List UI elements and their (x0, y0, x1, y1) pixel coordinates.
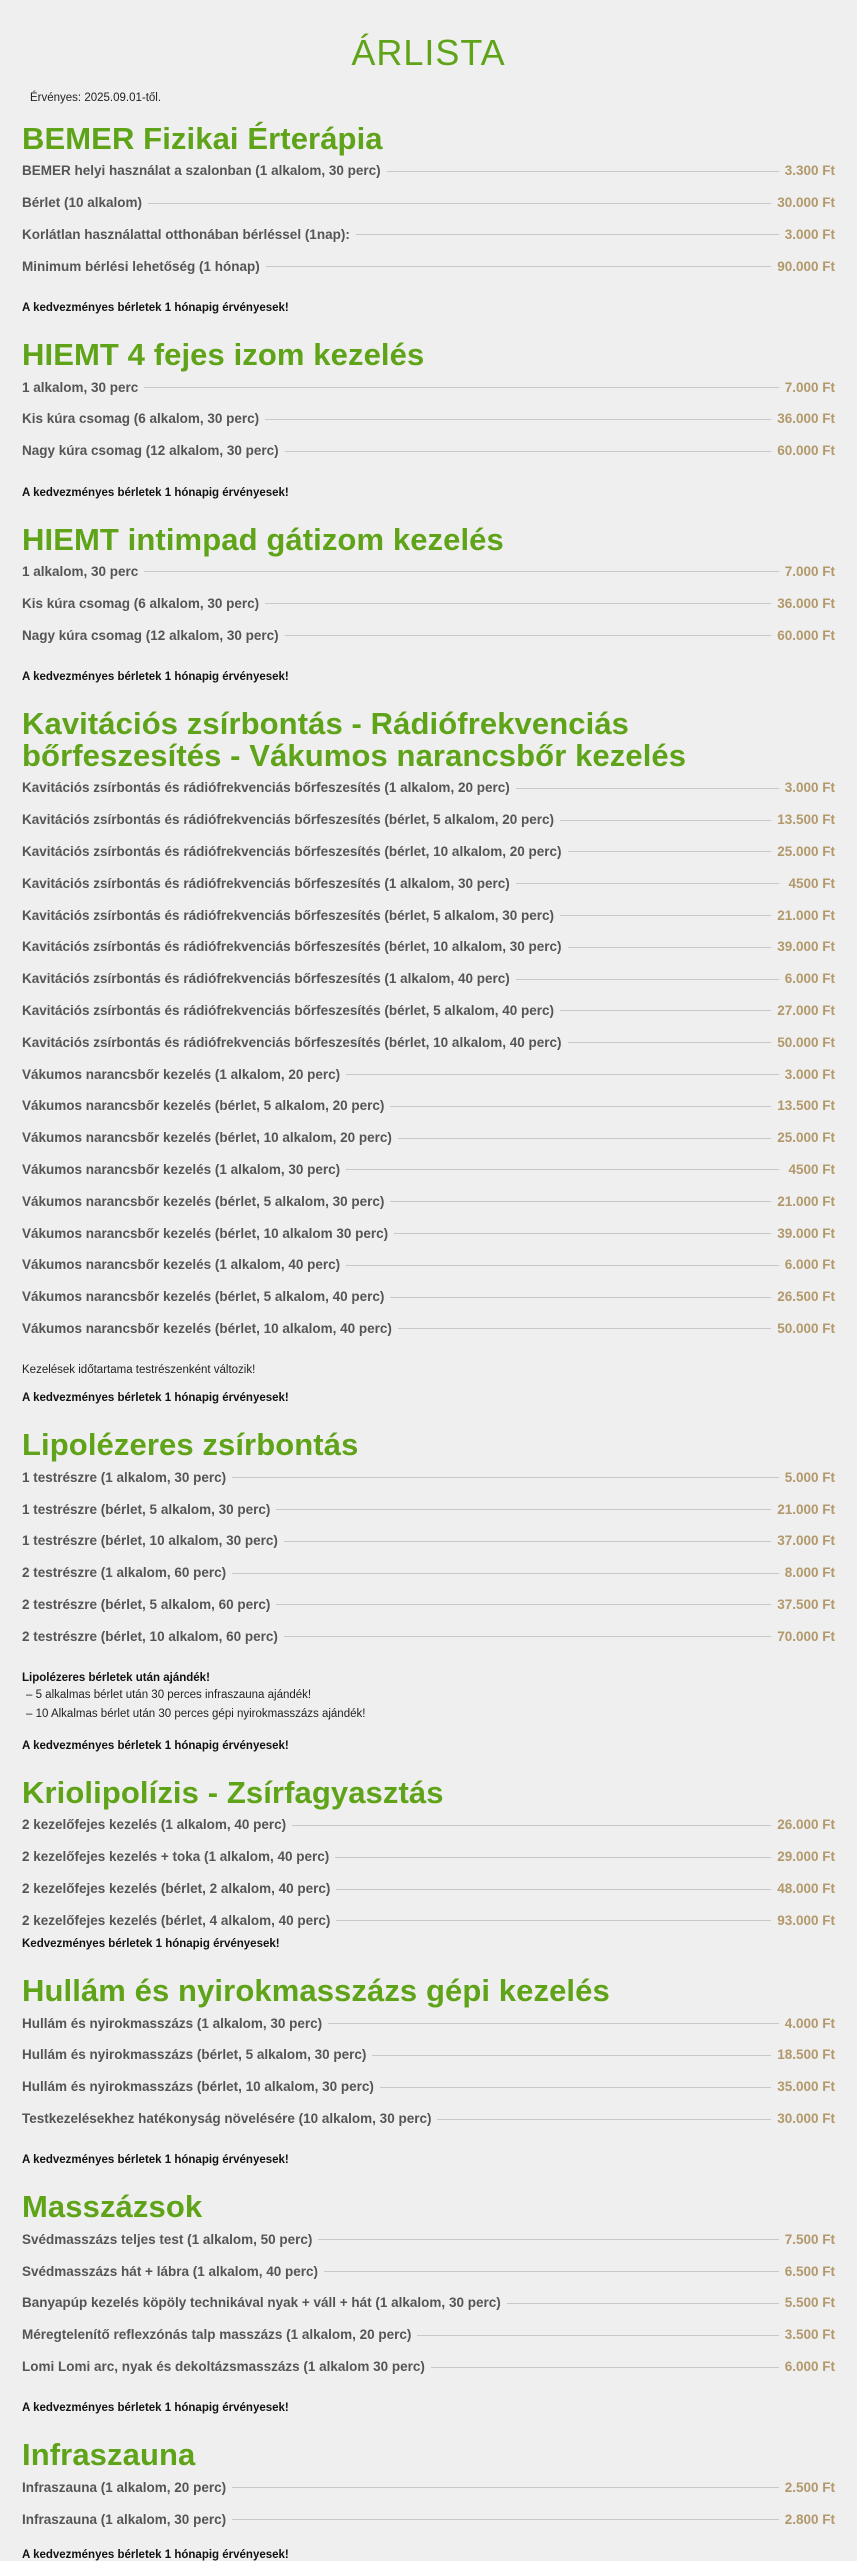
price-row (22, 1154, 835, 1186)
item-price: 60.000 Ft (777, 443, 835, 459)
leader-line (516, 979, 779, 980)
leader-line (232, 1573, 779, 1574)
leader-line (560, 820, 771, 821)
leader-line (285, 635, 772, 636)
leader-line (431, 2367, 779, 2368)
section-massages (22, 2191, 835, 2414)
item-price: 35.000 Ft (777, 2079, 835, 2095)
leader-line (266, 266, 771, 267)
item-price: 36.000 Ft (777, 411, 835, 427)
leader-line (560, 915, 771, 916)
item-label: Vákumos narancsbőr kezelés (bérlet, 10 alkalom 30 perc) (22, 1225, 389, 1241)
price-row (22, 2287, 835, 2319)
item-label: Infraszauna (1 alkalom, 30 perc) (22, 2511, 227, 2527)
item-price: 93.000 Ft (777, 1912, 835, 1928)
leader-line (265, 603, 771, 604)
price-row (22, 1589, 835, 1621)
leader-line (148, 203, 771, 204)
price-row (22, 371, 835, 403)
item-price: 6.000 Ft (784, 971, 835, 987)
item-price: 27.000 Ft (777, 1002, 835, 1018)
item-label: Vákumos narancsbőr kezelés (bérlet, 10 alkalom, 40 perc) (22, 1320, 392, 1336)
gift-list (22, 1686, 835, 1724)
item-price: 6.500 Ft (784, 2263, 835, 2279)
item-price: 7.500 Ft (784, 2231, 835, 2247)
price-row (22, 1058, 835, 1090)
leader-line (144, 387, 778, 388)
section-title: Lipolézeres zsírbontás (22, 1427, 359, 1463)
price-row (22, 1122, 835, 1154)
price-row (22, 1841, 835, 1873)
price-row (22, 1809, 835, 1841)
price-row (22, 250, 835, 282)
item-label: Korlátlan használattal otthonában bérléssel (1nap): (22, 226, 350, 242)
item-price: 21.000 Ft (777, 907, 835, 923)
section-lipolaser (22, 1429, 835, 1752)
discount-note: A kedvezményes bérletek 1 hónapig érvényesek! (22, 670, 289, 683)
price-row (22, 155, 835, 187)
section-cryolipolysis (22, 1777, 835, 1950)
item-price: 90.000 Ft (777, 258, 835, 274)
item-label: 2 kezelőfejes kezelés (1 alkalom, 40 perc) (22, 1817, 287, 1833)
item-label: Kavitációs zsírbontás és rádiófrekvenciás bőrfeszesítés (bérlet, 5 alkalom, 20 perc) (22, 812, 554, 828)
item-label: Kavitációs zsírbontás és rádiófrekvenciás bőrfeszesítés (1 alkalom, 20 perc) (22, 780, 510, 796)
price-row (22, 219, 835, 251)
item-label: Vákumos narancsbőr kezelés (1 alkalom, 30 perc) (22, 1161, 341, 1177)
item-price: 39.000 Ft (777, 939, 835, 955)
gift-title: Lipolézeres bérletek után ajándék! (22, 1672, 210, 1685)
leader-line (276, 1604, 771, 1605)
item-label: 1 testrészre (1 alkalom, 30 perc) (22, 1469, 227, 1485)
item-price: 21.000 Ft (777, 1193, 835, 1209)
discount-note: A kedvezményes bérletek 1 hónapig érvényesek! (22, 2402, 289, 2415)
price-row (22, 963, 835, 995)
item-price: 3.500 Ft (784, 2327, 835, 2343)
price-row (22, 1185, 835, 1217)
item-label: 1 alkalom, 30 perc (22, 379, 139, 395)
section-title: Kriolipolízis - Zsírfagyasztás (22, 1775, 444, 1811)
price-row (22, 587, 835, 619)
validity-date: Érvényes: 2025.09.01-től. (30, 92, 162, 104)
item-price: 4500 Ft (788, 875, 835, 891)
price-row (22, 931, 835, 963)
price-row (22, 1557, 835, 1589)
item-price: 39.000 Ft (777, 1225, 835, 1241)
discount-note: A kedvezményes bérletek 1 hónapig érvényesek! (22, 2154, 289, 2167)
leader-line (328, 2023, 779, 2024)
item-price: 3.300 Ft (784, 163, 835, 179)
leader-line (398, 1138, 771, 1139)
item-price: 60.000 Ft (777, 627, 835, 643)
section-hiemt-muscle (22, 339, 835, 498)
price-row (22, 1249, 835, 1281)
leader-line (437, 2119, 771, 2120)
price-row (22, 2319, 835, 2351)
item-price: 50.000 Ft (777, 1034, 835, 1050)
item-price: 4.000 Ft (784, 2015, 835, 2031)
item-price: 25.000 Ft (777, 843, 835, 859)
item-label: Bérlet (10 alkalom) (22, 195, 143, 211)
leader-line (390, 1297, 771, 1298)
leader-line (394, 1233, 771, 1234)
price-row (22, 1090, 835, 1122)
price-row (22, 619, 835, 651)
leader-line (346, 1074, 779, 1075)
leader-line (335, 1857, 771, 1858)
price-row (22, 2071, 835, 2103)
item-label: Kavitációs zsírbontás és rádiófrekvenciás bőrfeszesítés (bérlet, 5 alkalom, 40 perc) (22, 1002, 554, 1018)
leader-line (568, 1042, 772, 1043)
price-row (22, 1525, 835, 1557)
item-label: Nagy kúra csomag (12 alkalom, 30 perc) (22, 627, 279, 643)
leader-line (318, 2239, 778, 2240)
price-row (22, 435, 835, 467)
item-price: 30.000 Ft (777, 195, 835, 211)
section-title: Infraszauna (22, 2437, 196, 2473)
section-wave-lymph (22, 1975, 835, 2166)
leader-line (336, 1920, 771, 1921)
discount-note: A kedvezményes bérletek 1 hónapig érvényesek! (22, 1392, 289, 1405)
leader-line (417, 2335, 778, 2336)
leader-line (232, 1477, 779, 1478)
item-price: 37.000 Ft (777, 1533, 835, 1549)
price-row (22, 1873, 835, 1905)
leader-line (144, 571, 778, 572)
discount-note: A kedvezményes bérletek 1 hónapig érvényesek! (22, 486, 289, 499)
item-label: Kavitációs zsírbontás és rádiófrekvenciás bőrfeszesítés (1 alkalom, 30 perc) (22, 875, 510, 891)
item-price: 2.800 Ft (784, 2511, 835, 2527)
price-row (22, 899, 835, 931)
item-label: Svédmasszázs teljes test (1 alkalom, 50 perc) (22, 2231, 313, 2247)
item-price: 13.500 Ft (777, 812, 835, 828)
price-row (22, 2007, 835, 2039)
leader-line (356, 234, 779, 235)
leader-line (516, 788, 779, 789)
price-row (22, 1493, 835, 1525)
section-cavitation (22, 705, 835, 1405)
item-price: 3.000 Ft (784, 1066, 835, 1082)
item-label: 1 testrészre (bérlet, 10 alkalom, 30 perc) (22, 1533, 278, 1549)
item-price: 36.000 Ft (777, 595, 835, 611)
item-price: 6.000 Ft (784, 2359, 835, 2375)
section-title: Hullám és nyirokmasszázs gépi kezelés (22, 1973, 610, 2009)
item-label: Vákumos narancsbőr kezelés (bérlet, 5 alkalom, 20 perc) (22, 1098, 385, 1114)
price-row (22, 1620, 835, 1652)
price-row (22, 1461, 835, 1493)
discount-note: Kedvezményes bérletek 1 hónapig érvényesek! (22, 1938, 280, 1951)
price-row (22, 403, 835, 435)
item-label: 2 testrészre (bérlet, 5 alkalom, 60 perc) (22, 1596, 271, 1612)
leader-line (285, 451, 772, 452)
item-price: 18.500 Ft (777, 2047, 835, 2063)
item-label: Vákumos narancsbőr kezelés (bérlet, 5 alkalom, 30 perc) (22, 1193, 385, 1209)
leader-line (284, 1541, 771, 1542)
leader-line (380, 2087, 771, 2088)
discount-note: A kedvezményes bérletek 1 hónapig érvényesek! (22, 302, 289, 315)
leader-line (346, 1265, 779, 1266)
price-row (22, 187, 835, 219)
price-row (22, 2503, 835, 2535)
leader-line (398, 1328, 771, 1329)
price-row (22, 995, 835, 1027)
item-label: Vákumos narancsbőr kezelés (bérlet, 10 alkalom, 20 perc) (22, 1130, 392, 1146)
leader-line (387, 171, 779, 172)
price-row (22, 2039, 835, 2071)
leader-line (232, 2487, 779, 2488)
item-price: 8.000 Ft (784, 1565, 835, 1581)
item-price: 70.000 Ft (777, 1628, 835, 1644)
leader-line (568, 947, 772, 948)
price-row (22, 2103, 835, 2135)
page-title: ÁRLISTA (351, 32, 506, 73)
item-label: 2 testrészre (bérlet, 10 alkalom, 60 perc) (22, 1628, 278, 1644)
item-price: 7.000 Ft (784, 563, 835, 579)
item-label: Minimum bérlési lehetőség (1 hónap) (22, 258, 260, 274)
price-row (22, 2471, 835, 2503)
leader-line (568, 851, 772, 852)
item-label: Vákumos narancsbőr kezelés (1 alkalom, 40 perc) (22, 1257, 341, 1273)
item-price: 3.000 Ft (784, 226, 835, 242)
price-row (22, 836, 835, 868)
section-bemer (22, 123, 835, 314)
discount-note: A kedvezményes bérletek 1 hónapig érvényesek! (22, 2549, 289, 2561)
leader-line (232, 2519, 779, 2520)
item-label: 2 kezelőfejes kezelés (bérlet, 4 alkalom, 40 perc) (22, 1912, 331, 1928)
price-row (22, 1026, 835, 1058)
price-row (22, 2255, 835, 2287)
price-row (22, 772, 835, 804)
item-label: Kavitációs zsírbontás és rádiófrekvenciás bőrfeszesítés (bérlet, 10 alkalom, 30 perc) (22, 939, 562, 955)
item-price: 21.000 Ft (777, 1501, 835, 1517)
item-price: 7.000 Ft (784, 379, 835, 395)
item-label: Svédmasszázs hát + lábra (1 alkalom, 40 perc) (22, 2263, 319, 2279)
section-title: BEMER Fizikai Érterápia (22, 121, 383, 156)
item-price: 5.000 Ft (784, 1469, 835, 1485)
item-price: 26.000 Ft (777, 1817, 835, 1833)
item-label: Nagy kúra csomag (12 alkalom, 30 perc) (22, 443, 279, 459)
section-hiemt-intimpad (22, 521, 835, 683)
leader-line (516, 883, 779, 884)
item-price: 5.500 Ft (784, 2295, 835, 2311)
item-label: Kis kúra csomag (6 alkalom, 30 perc) (22, 595, 260, 611)
item-price: 30.000 Ft (777, 2111, 835, 2127)
price-row (22, 1904, 835, 1936)
item-label: Testkezelésekhez hatékonyság növelésére (10 alkalom, 30 perc) (22, 2111, 432, 2127)
item-price: 3.000 Ft (784, 780, 835, 796)
price-row (22, 867, 835, 899)
item-label: Lomi Lomi arc, nyak és dekoltázsmasszázs (1 alkalom 30 perc) (22, 2359, 425, 2375)
item-label: Hullám és nyirokmasszázs (1 alkalom, 30 perc) (22, 2015, 323, 2031)
leader-line (292, 1825, 771, 1826)
item-label: Méregtelenítő reflexzónás talp masszázs (1 alkalom, 20 perc) (22, 2327, 412, 2343)
leader-line (390, 1201, 771, 1202)
price-row (22, 2223, 835, 2255)
price-row (22, 1281, 835, 1313)
item-label: Banyapúp kezelés köpöly technikával nyak + váll + hát (1 alkalom, 30 perc) (22, 2295, 501, 2311)
item-label: Hullám és nyirokmasszázs (bérlet, 10 alkalom, 30 perc) (22, 2079, 374, 2095)
item-price: 26.500 Ft (777, 1289, 835, 1305)
item-price: 6.000 Ft (784, 1257, 835, 1273)
item-label: Vákumos narancsbőr kezelés (1 alkalom, 20 perc) (22, 1066, 341, 1082)
leader-line (507, 2303, 779, 2304)
leader-line (284, 1636, 771, 1637)
leader-line (265, 419, 771, 420)
item-label: 2 testrészre (1 alkalom, 60 perc) (22, 1565, 227, 1581)
item-label: Kis kúra csomag (6 alkalom, 30 perc) (22, 411, 260, 427)
item-label: Kavitációs zsírbontás és rádiófrekvenciás bőrfeszesítés (bérlet, 5 alkalom, 30 perc) (22, 907, 554, 923)
item-price: 2.500 Ft (784, 2479, 835, 2495)
leader-line (276, 1509, 771, 1510)
price-row (22, 804, 835, 836)
item-price: 48.000 Ft (777, 1881, 835, 1897)
item-label: BEMER helyi használat a szalonban (1 alkalom, 30 perc) (22, 163, 381, 179)
item-price: 13.500 Ft (777, 1098, 835, 1114)
duration-note: Kezelések időtartama testrészenként változik! (22, 1364, 256, 1377)
gift-item: – 5 alkalmas bérlet után 30 perces infraszauna ajándék! (26, 1686, 835, 1705)
item-label: Kavitációs zsírbontás és rádiófrekvenciás bőrfeszesítés (bérlet, 10 alkalom, 20 perc) (22, 843, 562, 859)
section-title: Kavitációs zsírbontás - Rádiófrekvenciás bőrfeszesítés - Vákumos narancsbőr kezelés (22, 705, 687, 773)
price-row (22, 556, 835, 588)
leader-line (346, 1169, 779, 1170)
item-label: 2 kezelőfejes kezelés (bérlet, 2 alkalom, 40 perc) (22, 1881, 331, 1897)
section-title: HIEMT 4 fejes izom kezelés (22, 337, 425, 373)
item-label: Kavitációs zsírbontás és rádiófrekvenciás bőrfeszesítés (bérlet, 10 alkalom, 40 perc) (22, 1034, 562, 1050)
leader-line (390, 1106, 771, 1107)
leader-line (372, 2055, 771, 2056)
leader-line (336, 1889, 771, 1890)
item-label: 2 kezelőfejes kezelés + toka (1 alkalom, 40 perc) (22, 1849, 330, 1865)
price-row (22, 1313, 835, 1345)
section-title: Masszázsok (22, 2189, 203, 2225)
item-price: 50.000 Ft (777, 1320, 835, 1336)
item-price: 4500 Ft (788, 1161, 835, 1177)
discount-note: A kedvezményes bérletek 1 hónapig érvényesek! (22, 1740, 289, 1753)
item-label: Hullám és nyirokmasszázs (bérlet, 5 alkalom, 30 perc) (22, 2047, 367, 2063)
section-infrasauna (22, 2439, 835, 2561)
item-label: Vákumos narancsbőr kezelés (bérlet, 5 alkalom, 40 perc) (22, 1289, 385, 1305)
item-label: Infraszauna (1 alkalom, 20 perc) (22, 2479, 227, 2495)
item-price: 37.500 Ft (777, 1596, 835, 1612)
item-price: 25.000 Ft (777, 1130, 835, 1146)
leader-line (324, 2271, 779, 2272)
gift-item: – 10 Alkalmas bérlet után 30 perces gépi nyirokmasszázs ajándék! (26, 1705, 835, 1724)
price-row (22, 1217, 835, 1249)
item-label: 1 testrészre (bérlet, 5 alkalom, 30 perc) (22, 1501, 271, 1517)
item-label: 1 alkalom, 30 perc (22, 563, 139, 579)
item-label: Kavitációs zsírbontás és rádiófrekvenciás bőrfeszesítés (1 alkalom, 40 perc) (22, 971, 510, 987)
section-title: HIEMT intimpad gátizom kezelés (22, 521, 504, 557)
leader-line (560, 1010, 771, 1011)
item-price: 29.000 Ft (777, 1849, 835, 1865)
price-row (22, 2351, 835, 2383)
